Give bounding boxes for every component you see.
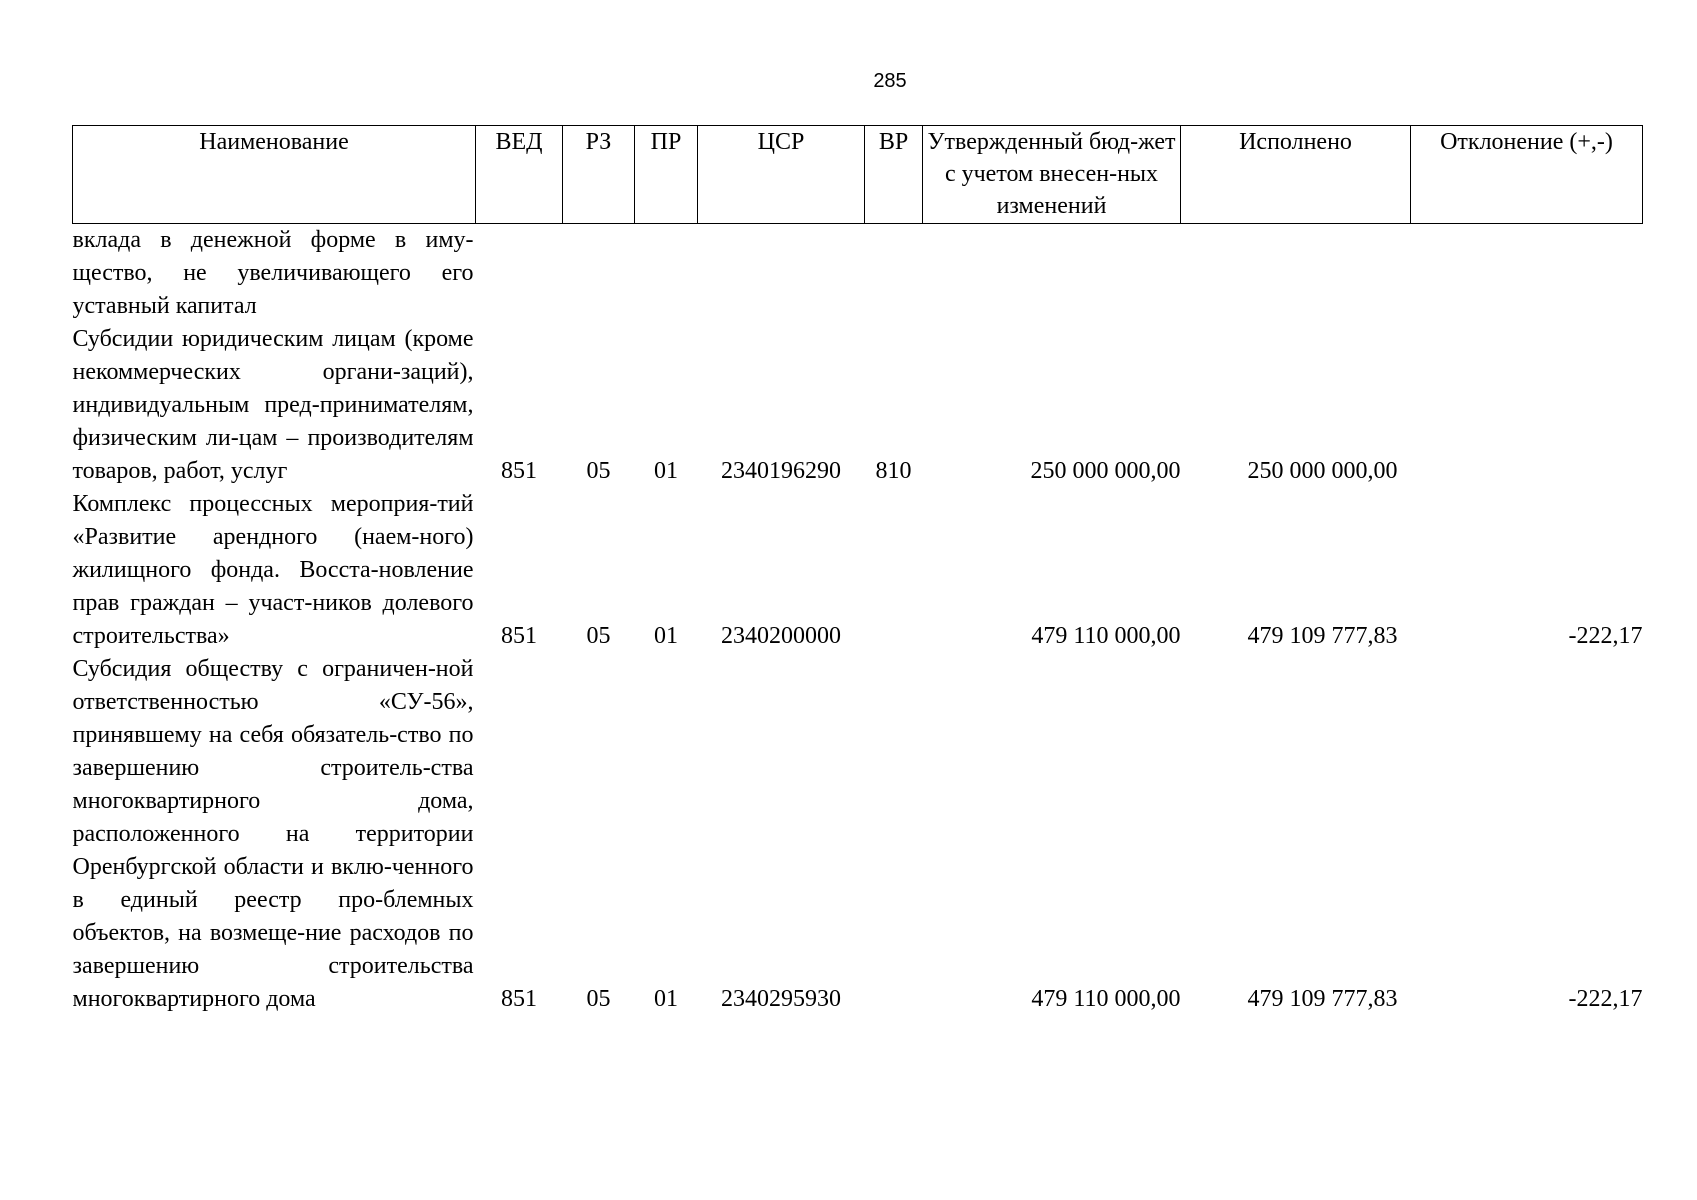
row-rz: 05 [586, 458, 611, 484]
row-rz: 05 [586, 623, 611, 649]
row-csr [698, 224, 865, 324]
row-ved: 851 [501, 623, 537, 649]
row-approved: 479 110 000,00 [1031, 623, 1181, 649]
row-vr [865, 653, 923, 1016]
header-rz: РЗ [563, 126, 635, 224]
row-name: Субсидии юридическим лицам (кроме некоммерческих органи-заций), индивидуальным пред-принимателям, физическим ли-цам – производителям товаров, работ, услуг [72, 326, 474, 484]
header-pr: ПР [635, 126, 698, 224]
header-approved: Утвержденный бюд-жет с учетом внесен-ных изменений [923, 126, 1181, 224]
budget-execution-table [72, 125, 1643, 1016]
row-ved [476, 224, 563, 324]
header-name: Наименование [73, 126, 476, 224]
row-pr [635, 224, 698, 324]
header-executed: Исполнено [1181, 126, 1411, 224]
row-executed: 479 109 777,83 [1247, 986, 1398, 1012]
row-rz [563, 224, 635, 324]
row-csr: 2340295930 [721, 986, 841, 1012]
row-executed: 250 000 000,00 [1247, 458, 1398, 484]
table-body [73, 224, 1643, 1017]
row-approved: 479 110 000,00 [1031, 986, 1181, 1012]
row-ved: 851 [501, 986, 537, 1012]
row-name: Комплекс процессных мероприя-тий «Развитие арендного (наем-ного) жилищного фонда. Восста-новление прав граждан – участ-ников долевого строительства» [72, 491, 474, 649]
row-pr: 01 [654, 623, 678, 649]
row-approved [923, 224, 1181, 324]
header-csr: ЦСР [698, 126, 865, 224]
row-name: Субсидия обществу с ограничен-ной ответственностью «СУ-56», принявшему на себя обязатель-ство по завершению строитель-ства многоквартирного дома, расположенного на территории Оренбургской области и вклю-ченного в единый реестр про-блемных объектов, на возмеще-ние расходов по завершению строительства многоквартирного дома [72, 656, 474, 1012]
row-rz: 05 [586, 986, 611, 1012]
table-row [73, 653, 1643, 1016]
row-vr [865, 488, 923, 653]
table-row [73, 488, 1643, 653]
header-ved: ВЕД [476, 126, 563, 224]
table-row [73, 224, 1643, 324]
header-deviation: Отклонение (+,-) [1411, 126, 1643, 224]
header-vr: ВР [865, 126, 923, 224]
row-name: вклада в денежной форме в иму-щество, не увеличивающего его уставный капитал [72, 227, 474, 319]
table-header [73, 126, 1643, 224]
row-deviation: -222,17 [1568, 623, 1643, 649]
row-vr: 810 [875, 458, 912, 484]
row-csr: 2340196290 [721, 458, 841, 484]
row-approved: 250 000 000,00 [1030, 458, 1181, 484]
row-pr: 01 [654, 986, 678, 1012]
row-ved: 851 [501, 458, 537, 484]
row-executed [1181, 224, 1411, 324]
row-deviation: -222,17 [1568, 986, 1643, 1012]
row-deviation [1411, 224, 1643, 324]
row-pr: 01 [654, 458, 678, 484]
table-row [73, 323, 1643, 488]
row-vr [865, 224, 923, 324]
page-number: 285 [873, 70, 907, 92]
row-csr: 2340200000 [721, 623, 841, 649]
row-deviation [1411, 323, 1643, 488]
row-executed: 479 109 777,83 [1247, 623, 1398, 649]
